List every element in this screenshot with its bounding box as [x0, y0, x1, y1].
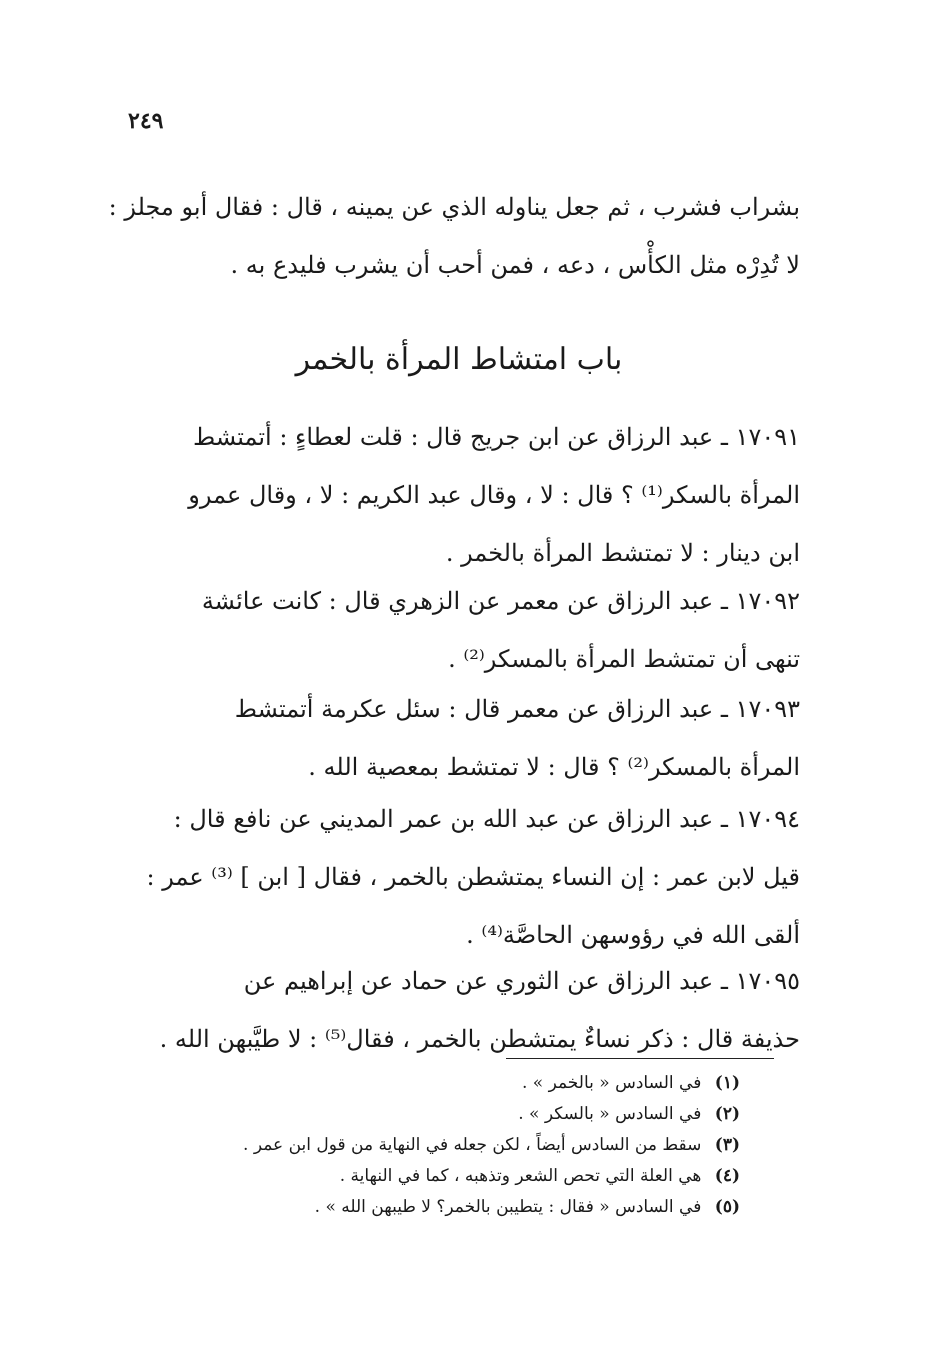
footnote: [180, 1099, 740, 1130]
hadith-17094: [118, 790, 800, 964]
hadith-17091: [118, 408, 800, 582]
intro-paragraph: [108, 178, 800, 294]
footnote-number: (٢): [714, 1104, 740, 1124]
footnote-divider: [506, 1058, 774, 1059]
hadith-line: ابن دينار : لا تمتشط المرأة بالخمر .: [445, 539, 800, 567]
footnotes: [180, 1068, 740, 1223]
hadith-line: ١٧٠٩٢ ـ عبد الرزاق عن معمر عن الزهري قال : كانت عائشة: [201, 587, 800, 615]
intro-line: لا تُدِرْه مثل الكأْس ، دعه ، فمن أحب أن يشرب فليدع به .: [230, 251, 800, 279]
footnote-number: (٣): [714, 1135, 740, 1155]
hadith-line: المرأة بالمسكر⁽²⁾ ؟ قال : لا تمتشط بمعصية الله .: [308, 753, 800, 781]
hadith-line: حذيفة قال : ذكر نساءٌ يمتشطن بالخمر ، فقال⁽⁵⁾ : لا طيَّبهن الله .: [159, 1025, 800, 1053]
hadith-line: المرأة بالسكر⁽¹⁾ ؟ قال : لا ، وقال عبد الكريم : لا ، وقال عمرو: [188, 481, 800, 509]
footnote: [180, 1068, 740, 1099]
footnote: [180, 1161, 740, 1192]
footnote-number: (١): [714, 1073, 740, 1093]
hadith-line: تنهى أن تمتشط المرأة بالمسكر⁽²⁾ .: [448, 645, 800, 673]
footnote-text: سقط من السادس أيضاً ، لكن جعله في النهاية من قول ابن عمر .: [243, 1135, 702, 1155]
hadith-17095: [118, 952, 800, 1068]
footnote-text: في السادس « فقال : يتطيبن بالخمر؟ لا طيبهن الله » .: [314, 1197, 702, 1217]
footnote-number: (٤): [714, 1166, 740, 1186]
hadith-line: ١٧٠٩٥ ـ عبد الرزاق عن الثوري عن حماد عن إبراهيم عن: [243, 967, 800, 995]
hadith-line: ١٧٠٩٤ ـ عبد الرزاق عن عبد الله بن عمر المديني عن نافع قال :: [173, 805, 800, 833]
hadith-line: قيل لابن عمر : إن النساء يمتشطن بالخمر ، فقال [ ابن ] ⁽³⁾ عمر :: [146, 863, 800, 891]
hadith-line: ١٧٠٩٣ ـ عبد الرزاق عن معمر قال : سئل عكرمة أتمتشط: [234, 695, 800, 723]
intro-line: بشراب فشرب ، ثم جعل يناوله الذي عن يمينه ، قال : فقال أبو مجلز :: [108, 193, 800, 221]
footnote-text: في السادس « بالسكر » .: [518, 1104, 702, 1124]
chapter-title: باب امتشاط المرأة بالخمر: [295, 342, 623, 377]
hadith-line: ١٧٠٩١ ـ عبد الرزاق عن ابن جريج قال : قلت لعطاءٍ : أتمتشط: [193, 423, 800, 451]
hadith-17093: [118, 680, 800, 796]
footnote: [180, 1192, 740, 1223]
hadith-line: ألقى الله في رؤوسهن الحاصَّة⁽⁴⁾ .: [466, 921, 800, 949]
footnote-text: هي العلة التي تحص الشعر وتذهبه ، كما في النهاية .: [339, 1166, 702, 1186]
footnote: [180, 1130, 740, 1161]
page-number: ٢٤٩: [128, 108, 164, 134]
footnote-text: في السادس « بالخمر » .: [521, 1073, 702, 1093]
footnote-number: (٥): [714, 1197, 740, 1217]
hadith-17092: [118, 572, 800, 688]
